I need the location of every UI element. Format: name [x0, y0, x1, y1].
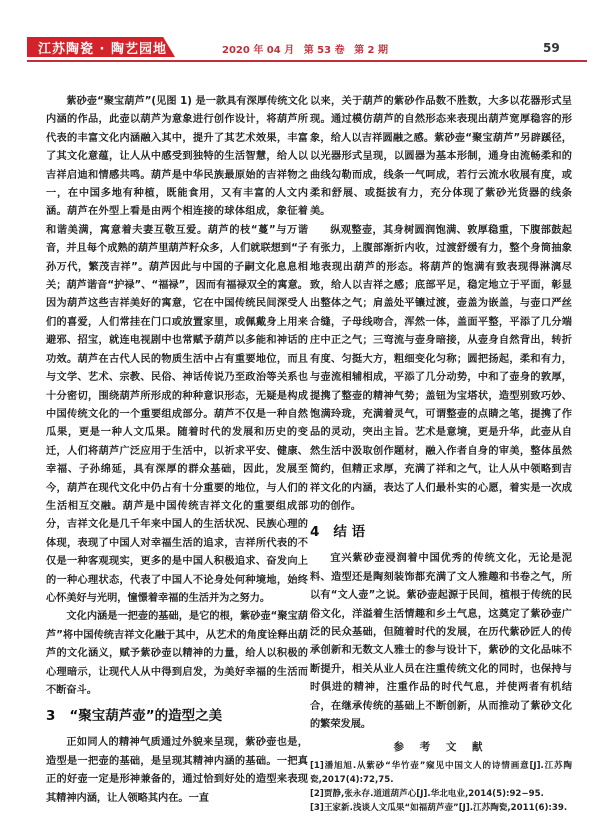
- right-column: [310, 93, 572, 815]
- section-title: “聚宝葫芦壶”的造型之美: [69, 708, 223, 725]
- section-heading: [46, 706, 308, 726]
- references-heading: 参 考 文 献: [393, 741, 489, 754]
- section-number: 3: [46, 708, 56, 725]
- section-title: 结 语: [333, 524, 366, 541]
- section-number: 4: [310, 524, 320, 541]
- journal-name: 江苏陶瓷 · 陶艺园地: [38, 42, 167, 57]
- reference-item: [2]贾静,张永存.道道葫芦心[J].华北电业,2014(5):92−95.: [310, 788, 544, 799]
- issue-date: 2020 年 04 月: [222, 45, 295, 56]
- body-paragraph: 以来，关于葫芦的紫砂作品数不胜数，大多以花器形式呈现。通过模仿葫芦的自然形态来表现出葫芦宽厚稳容的形象，给人以吉祥圆融之感。紫砂壶“聚宝葫芦”另辟蹊径，以光器形式呈现，以圆器为基本形制，通身由流畅柔和的曲线勾勒而成，线条一气呵成，若行云流水收展有度，或柔和舒展、或挺拔有力，充分体现了紫砂光货器的线条美。: [310, 96, 572, 218]
- section-heading: [310, 522, 572, 542]
- issue-number: 第 2 期: [354, 45, 388, 56]
- reference-item: [3]王家新.浅谈人文瓜果“如福葫芦壶”[J].江苏陶瓷,2011(6):39.: [310, 802, 568, 813]
- issue-info: [222, 41, 394, 56]
- issue-volume: 第 53 卷: [303, 45, 345, 56]
- header-rule: [27, 60, 587, 62]
- body-paragraph: 文化内涵是一把壶的基础，是它的根，紫砂壶“聚宝葫芦”将中国传统吉祥文化融于其中，从艺术的角度诠释出葫芦的文化涵义，赋予紫砂壶以精神的力量，给人以积极的心理暗示，让现代人从中得到启发，为美好幸福的生活而不断奋斗。: [46, 611, 308, 696]
- body-paragraph: 紫砂壶“聚宝葫芦”(见图 1) 是一款具有深厚传统文化内涵的作品，此壶以葫芦为意象进行创作设计，将葫芦所代表的丰富文化内涵融入其中，提升了其艺术效果，丰富了其文化意蕴，让人从中感受到独特的生活智慧，给人以吉祥启迪和情感共鸣。葫芦是中华民族最原始的吉祥物之一，在中国多地有种植，既能食用，又有丰富的人文内涵。葫芦在外型上看是由两个相连接的球体组成，象征着和谐美满，寓意着夫妻互敬互爱。葫芦的枝“蔓”与万谐音，并且每个成熟的葫芦里葫芦籽众多，人们就联想到“子孙万代，繁茂吉祥”。葫芦因此与中国的子嗣文化息息相关；葫芦谐音“护禄”、“福禄”，因而有福禄双全的寓意。因为葫芦这些吉祥美好的寓意，它在中国传统民间深受人们的喜爱，人们常挂在门口或放置家里，或佩戴身上用来避邪、招宝，就连电视剧中也常赋予葫芦以多能和神话的功效。葫芦在古代人民的物质生活中占有重要地位，而且与文学、艺术、宗教、民俗、神话传说乃至政治等关系也十分密切，围绕葫芦所形成的种种意识形态，无疑是构成中国传统文化的一个重要组成部分。葫芦不仅是一种自然瓜果，更是一种人文瓜果。随着时代的发展和历史的变迁，人们将葫芦广泛应用于生活中，以祈求平安、健康、幸福、子孙绵延，具有深厚的群众基础，因此，发展至今，葫芦在现代文化中仍占有十分重要的地位，与人们的生活相互交融。葫芦是中国传统吉祥文化的重要组成部分，吉祥文化是几千年来中国人的生活状况、民族心理的体现，表现了中国人对幸福生活的追求，吉祥所代表的不仅是一种客观现实，更多的是中国人积极追求、奋发向上的一种心理状态，代表了中国人不论身处何种境地，始终心怀美好与光明，憧憬着幸福的生活并为之努力。: [46, 96, 308, 604]
- body-paragraph: 纵观整壶，其身树圆润饱满、敦厚稳重，下腹部鼓起有张力，上腹部渐折内收，过渡舒缓有力，整个身筒抽象地表现出葫芦的形态。将葫芦的饱满有致表现得淋漓尽致，给人以吉祥之感；底部平足，稳定地立于平面，彰显出整体之气；肩盖处平镶过渡，壶盖为嵌盖，与壶口严丝合缝，子母线吻合，浑然一体，盖面平整，平添了几分端庄中正之气；三弯流与壶身暗接，从壶身自然背出，转折有度、匀挺大方，粗细变化匀称；圆把扬起，柔和有力，与壶流相辅相成，平添了几分动势，中和了壶身的敦厚，提携了整壶的精神气势；盖钮为宝塔状，造型别致巧妙、饱满玲珑，充满着灵气，可谓整壶的点睛之笔，提携了作品的灵动，突出主旨。艺术是意境，更是升华，此壶从自然生活中汲取创作题材，融入作者自身的审美，整体虽然简约，但精正求厚，充满了祥和之气，让人从中领略到吉祥文化的内涵，表达了人们最朴实的心愿，着实是一次成功的创作。: [310, 224, 572, 512]
- body-paragraph: 正如同人的精神气质通过外貌来呈现，紫砂壶也是，造型是一把壶的基础，是呈现其精神内涵的基础。一把真正的好壶一定是形神兼备的，通过恰到好处的造型来表现其精神内涵，让人领略其内在。一直: [46, 737, 308, 804]
- page-number: 59: [543, 41, 560, 55]
- body-paragraph: 宜兴紫砂壶浸润着中国优秀的传统文化，无论是泥料、造型还是陶刻装饰都充满了文人雅趣和书卷之气，所以有“文人壶”之说。紫砂壶起源于民间，植根于传统的民俗文化，洋溢着生活情趣和乡土气息，这奠定了紫砂壶广泛的民众基础，但随着时代的发展，在历代紫砂匠人的传承创新和无数文人雅士的参与设计下，紫砂的文化品味不断提升，相关从业人员在注重传统文化的同时，也保持与时俱进的精神，注重作品的时代气息，并使两者有机结合，在继承传统的基础上不断创新，从而推动了紫砂文化的繁荣发展。: [310, 553, 572, 730]
- left-column: [46, 93, 308, 808]
- reference-item: [1]潘旭旭.从紫砂“华竹壶”窥见中国文人的诗情画意[J].江苏陶瓷,2017(4):72,75.: [310, 760, 572, 785]
- page-header: [0, 0, 612, 64]
